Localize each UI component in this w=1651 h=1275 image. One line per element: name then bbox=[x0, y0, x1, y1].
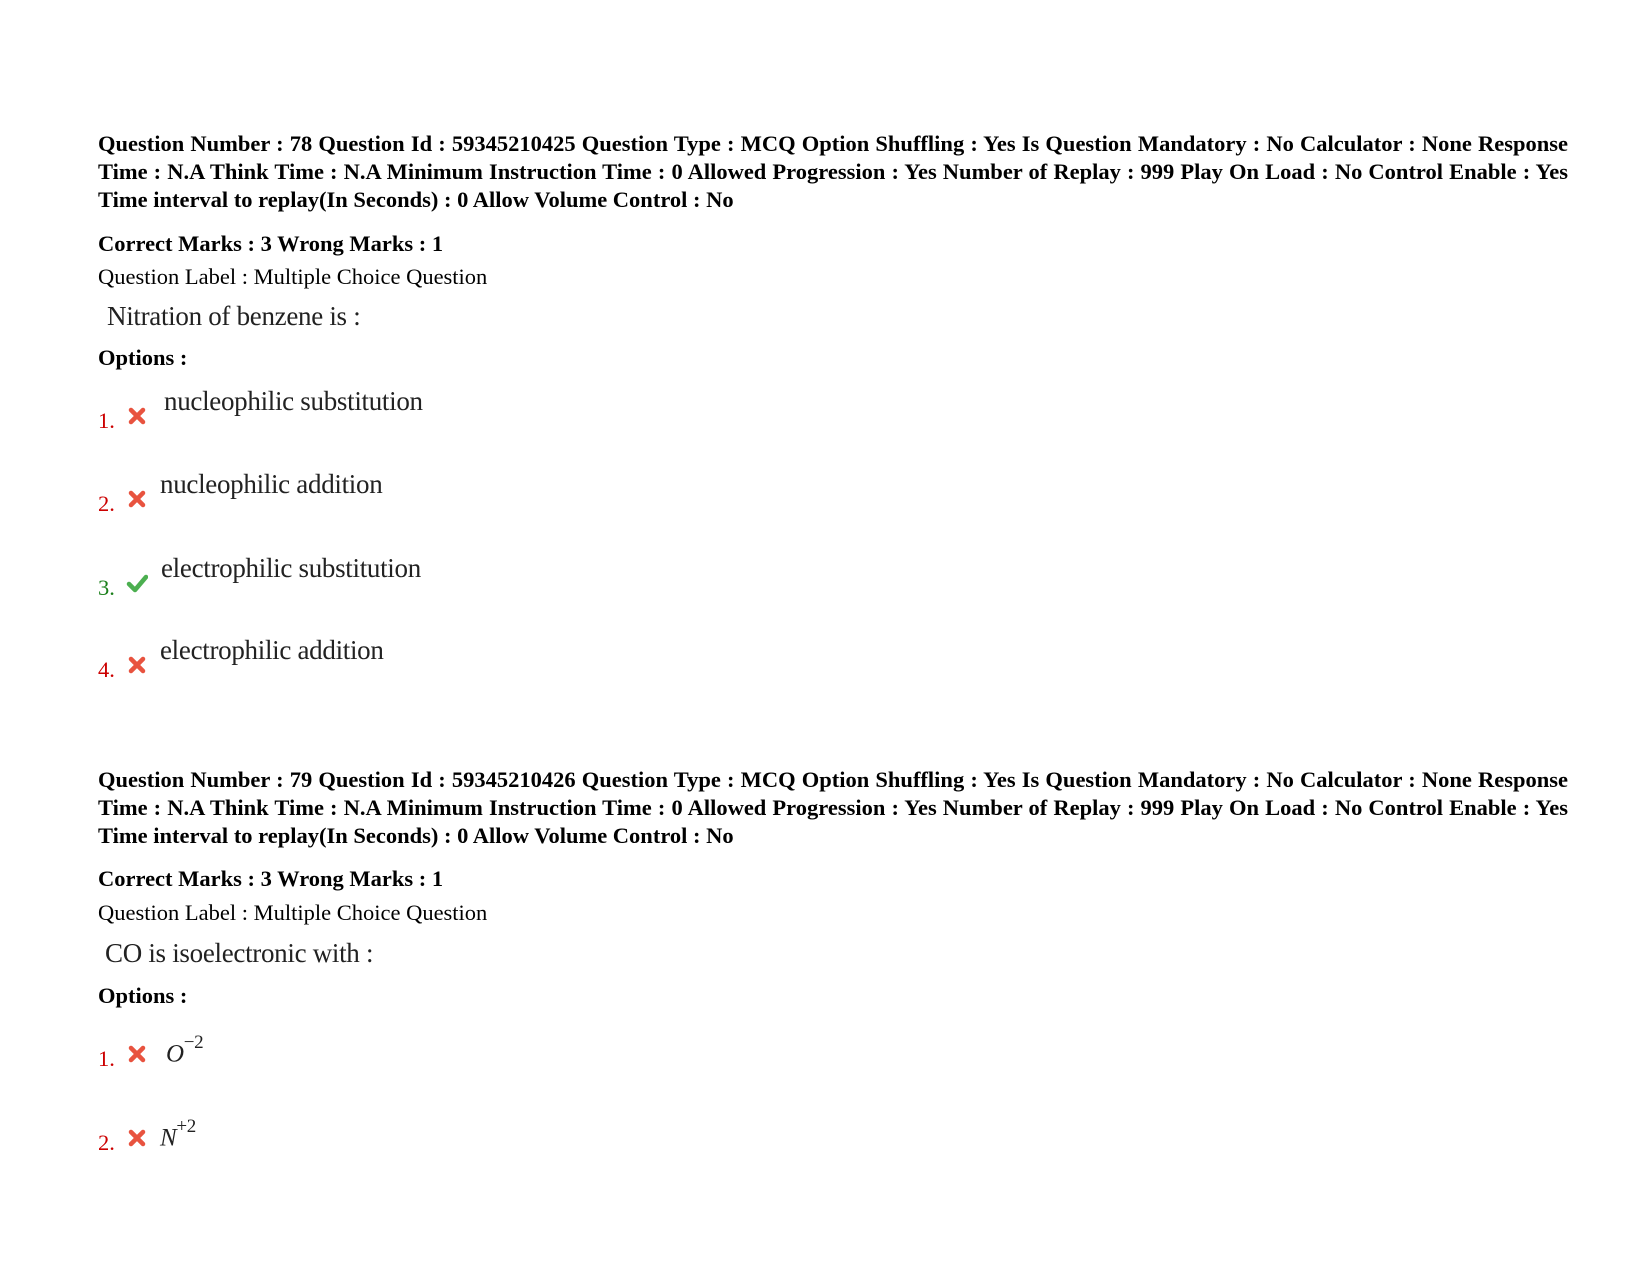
math-base: O bbox=[166, 1040, 184, 1068]
option-number: 4. bbox=[98, 657, 115, 682]
question-78-meta: Question Number : 78 Question Id : 59345210425 Question Type : MCQ Option Shuffling : Yes Is Question Mandatory : No Calculator : None Response Time : N.A Think Time : N.A Minimum Instruction Time : 0 Allowed Progression : Yes Number of Replay : 999 Play On Load : No Control Enable : Yes Time interval to replay(In Seconds) : 0 Allow Volume Control : No bbox=[98, 131, 1568, 212]
question-78-options-heading: Options : bbox=[98, 345, 188, 370]
question-79-label: Question Label : Multiple Choice Question bbox=[98, 900, 488, 925]
math-superscript: −2 bbox=[183, 1032, 204, 1053]
question-79-options-heading: Options : bbox=[98, 983, 188, 1008]
check-icon bbox=[126, 572, 148, 594]
option-number: 1. bbox=[98, 1046, 115, 1071]
question-79-text: CO is isoelectronic with : bbox=[105, 938, 374, 968]
question-78-text: Nitration of benzene is : bbox=[107, 301, 361, 331]
cross-icon bbox=[126, 1043, 148, 1065]
option-text: electrophilic addition bbox=[160, 635, 384, 665]
option-text: nucleophilic addition bbox=[160, 469, 383, 499]
option-text: electrophilic substitution bbox=[161, 553, 421, 583]
option-math bbox=[160, 1115, 196, 1154]
option-number: 1. bbox=[98, 408, 115, 433]
option-text: nucleophilic substitution bbox=[164, 386, 423, 416]
math-base: N bbox=[160, 1124, 177, 1152]
question-78-marks: Correct Marks : 3 Wrong Marks : 1 bbox=[98, 231, 444, 256]
cross-icon bbox=[126, 405, 148, 427]
option-number: 3. bbox=[98, 575, 115, 600]
math-superscript: +2 bbox=[176, 1116, 196, 1137]
option-number: 2. bbox=[98, 1130, 115, 1155]
question-78-label: Question Label : Multiple Choice Question bbox=[98, 264, 488, 289]
cross-icon bbox=[126, 1127, 148, 1149]
cross-icon bbox=[126, 654, 148, 676]
question-79-meta: Question Number : 79 Question Id : 59345210426 Question Type : MCQ Option Shuffling : Yes Is Question Mandatory : No Calculator : None Response Time : N.A Think Time : N.A Minimum Instruction Time : 0 Allowed Progression : Yes Number of Replay : 999 Play On Load : No Control Enable : Yes Time interval to replay(In Seconds) : 0 Allow Volume Control : No bbox=[98, 767, 1568, 848]
option-number: 2. bbox=[98, 491, 115, 516]
question-79-marks: Correct Marks : 3 Wrong Marks : 1 bbox=[98, 866, 444, 891]
option-math bbox=[166, 1031, 203, 1070]
cross-icon bbox=[126, 488, 148, 510]
